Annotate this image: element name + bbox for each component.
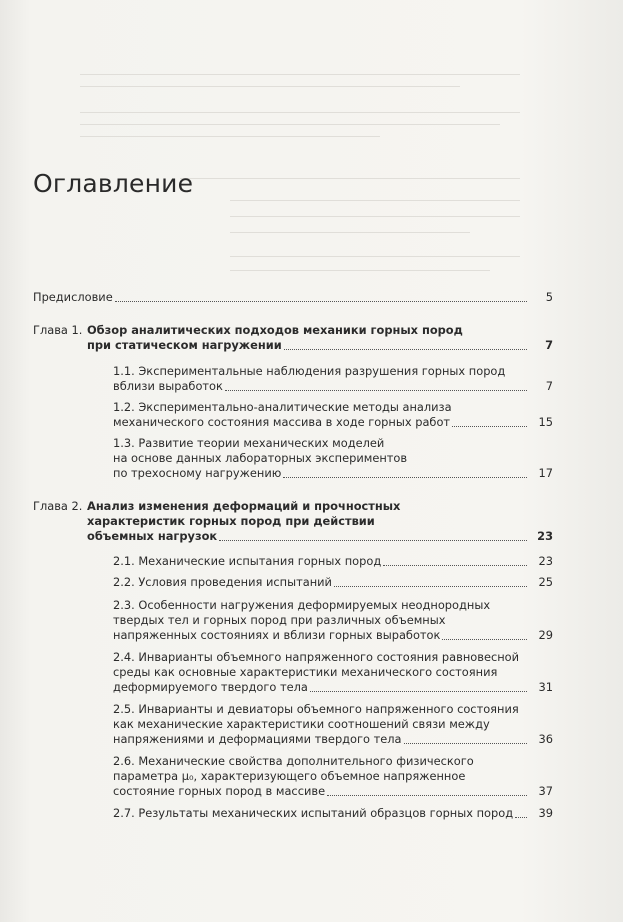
section-title-line: 2.2. Условия проведения испытаний	[113, 575, 332, 589]
toc-entry-preface[interactable]	[33, 290, 553, 305]
bleed-through-line	[80, 74, 520, 75]
toc-page-number: 37	[538, 784, 553, 798]
section-title-line: 1.2. Экспериментально-аналитические методы анализа	[113, 400, 452, 414]
chapter-title	[87, 499, 553, 544]
toc-page-number: 31	[538, 680, 553, 694]
toc-page-number: 7	[545, 338, 553, 352]
bleed-through-line	[230, 200, 520, 201]
bleed-through-line	[80, 112, 520, 113]
dot-leader	[334, 586, 527, 587]
section-title-line: вблизи выработок	[113, 379, 223, 393]
toc-section-1-2[interactable]	[113, 400, 553, 430]
toc-section-2-7[interactable]	[113, 806, 553, 821]
toc-page-number: 25	[538, 575, 553, 589]
section-title-line: 2.4. Инварианты объемного напряженного состояния равновесной	[113, 650, 520, 664]
dot-leader	[404, 743, 528, 744]
toc-page-number: 5	[545, 290, 553, 304]
toc-entry-label: Предисловие	[33, 290, 113, 304]
dot-leader	[284, 349, 527, 350]
bleed-through-line	[80, 124, 500, 125]
section-title-line: напряжениями и деформациями твердого тела	[113, 732, 402, 746]
bleed-through-line	[80, 86, 460, 87]
section-title-line: среды как основные характеристики механического состояния	[113, 665, 498, 679]
section-title-line: состояние горных пород в массиве	[113, 784, 326, 798]
toc-section-1-1[interactable]	[113, 364, 553, 394]
chapter-title-line: Обзор аналитических подходов механики горных пород	[87, 323, 463, 337]
toc-page-number: 17	[538, 466, 553, 480]
section-title-line: на основе данных лабораторных экспериментов	[113, 451, 408, 465]
section-title-line: деформируемого твердого тела	[113, 680, 308, 694]
bleed-through-line	[230, 270, 490, 271]
dot-leader	[452, 426, 527, 427]
toc-section-2-1[interactable]	[113, 554, 553, 569]
chapter-title-line: объемных нагрузок	[87, 529, 218, 543]
toc-section-2-4[interactable]	[113, 650, 553, 695]
section-title-line: 1.1. Экспериментальные наблюдения разрушения горных пород	[113, 364, 506, 378]
toc-page-number: 23	[537, 529, 553, 543]
section-title-line: 2.5. Инварианты и девиаторы объемного напряженного состояния	[113, 702, 519, 716]
chapter-title-line: характеристик горных пород при действии	[87, 514, 375, 528]
toc-section-2-2[interactable]	[113, 575, 553, 590]
section-title-line: 2.6. Механические свойства дополнительного физического	[113, 754, 474, 768]
section-title-line: напряженных состояниях и вблизи горных выработок	[113, 628, 441, 642]
page-title: Оглавление	[33, 169, 194, 198]
toc-section-2-6[interactable]	[113, 754, 553, 799]
toc-page-number: 29	[538, 628, 553, 642]
toc-page-number: 39	[538, 806, 553, 820]
section-title-line: параметра μ₀, характеризующего объемное напряженное	[113, 769, 466, 783]
section-title-line: по трехосному нагружению	[113, 466, 282, 480]
toc-page-number: 7	[545, 379, 553, 393]
chapter-title-line: Анализ изменения деформаций и прочностных	[87, 499, 401, 513]
toc-page-number: 36	[538, 732, 553, 746]
dot-leader	[515, 817, 527, 818]
section-title-line: механического состояния массива в ходе горных работ	[113, 415, 451, 429]
dot-leader	[115, 301, 527, 302]
chapter-title-line: при статическом нагружении	[87, 338, 282, 352]
toc-section-1-3[interactable]	[113, 436, 553, 481]
bleed-through-line	[230, 232, 470, 233]
dot-leader	[310, 691, 527, 692]
toc-page-number: 23	[538, 554, 553, 568]
section-title-line: 2.1. Механические испытания горных пород	[113, 554, 382, 568]
dot-leader	[225, 390, 527, 391]
toc-section-2-3[interactable]	[113, 598, 553, 643]
toc-section-2-5[interactable]	[113, 702, 553, 747]
dot-leader	[283, 477, 527, 478]
section-title-line: 2.3. Особенности нагружения деформируемых неоднородных	[113, 598, 491, 612]
section-title-line: твердых тел и горных пород при различных объемных	[113, 613, 446, 627]
chapter-label: Глава 1.	[33, 323, 83, 337]
toc-page-number: 15	[538, 415, 553, 429]
bleed-through-line	[230, 256, 520, 257]
chapter-title	[87, 323, 553, 353]
dot-leader	[327, 795, 527, 796]
chapter-label: Глава 2.	[33, 499, 83, 513]
section-title-line: 2.7. Результаты механических испытаний образцов горных пород	[113, 806, 514, 820]
section-title-line: 1.3. Развитие теории механических моделей	[113, 436, 385, 450]
dot-leader	[219, 540, 527, 541]
dot-leader	[383, 565, 527, 566]
bleed-through-line	[230, 216, 520, 217]
bleed-through-line	[80, 136, 380, 137]
section-title-line: как механические характеристики соотношений связи между	[113, 717, 490, 731]
bleed-through-line	[180, 178, 520, 179]
dot-leader	[442, 639, 527, 640]
